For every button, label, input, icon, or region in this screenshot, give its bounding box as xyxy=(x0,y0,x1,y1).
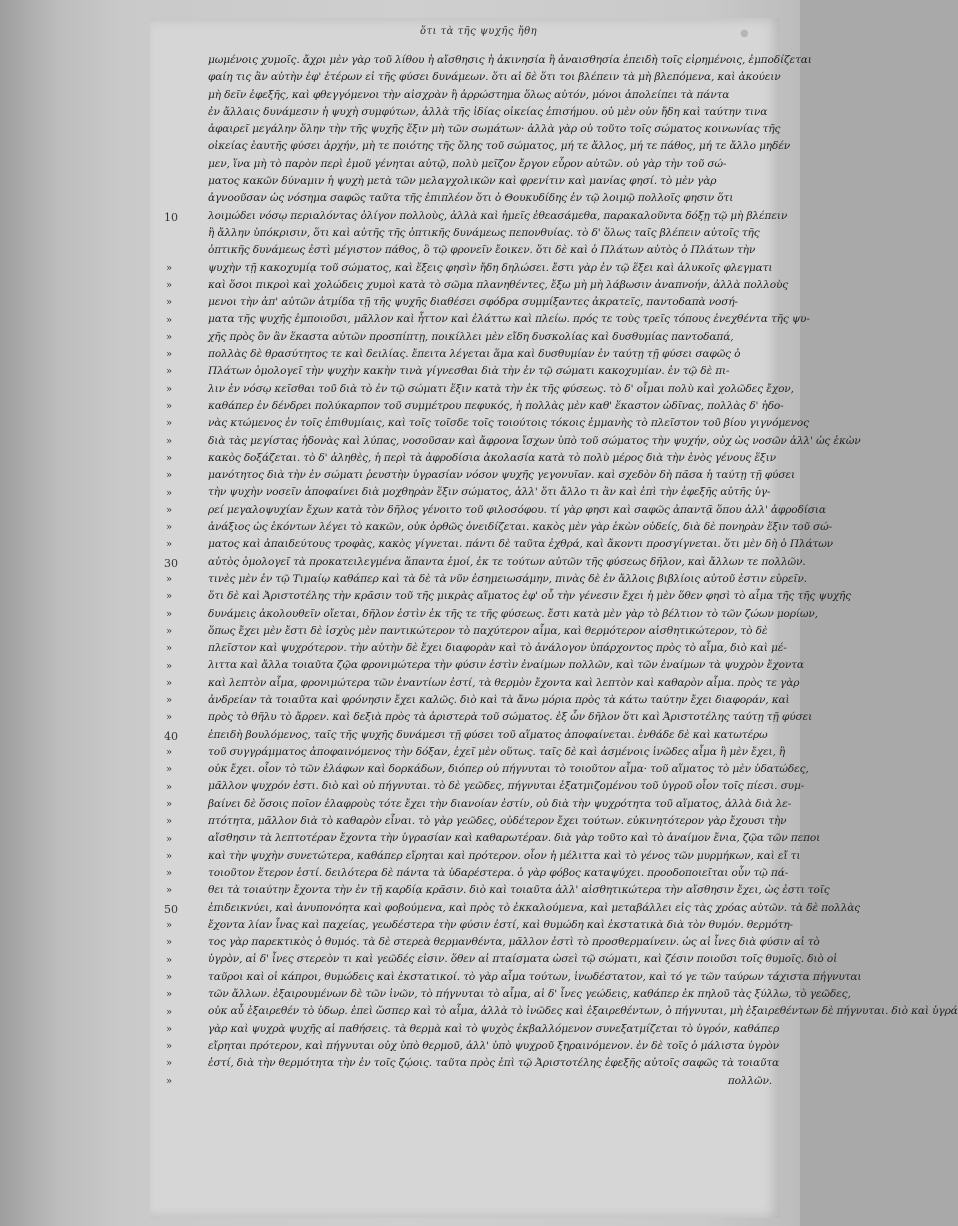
quotation-mark: » xyxy=(166,660,173,672)
text-line: πλεῖστον καὶ ψυχρότερον. τὴν αὐτὴν δὲ ἔχει διαφορὰν καὶ τὸ ἀνάλογον ὑπάρχοντος πρὸς τὸ αἷμα, διὸ καὶ μέ- xyxy=(208,642,787,655)
text-line: τῶν ἄλλων. ἐξαιρουμένων δὲ τῶν ἰνῶν, τὸ πήγνυται τὸ αἷμα, αἱ δ' ἶνες γεώδεις, καθάπερ ἐκ πηλοῦ τὰς ξύλλω, τὸ γεῶδες, xyxy=(208,988,851,1001)
quotation-mark: » xyxy=(166,816,173,828)
text-line: τος γὰρ παρεκτικὸς ὁ θυμός. τὰ δὲ στερεὰ θερμανθέντα, μᾶλλον ἐστὶ τὸ προσθερμαίνειν. ὡς αἱ ἶνες διὰ φύσιν αἱ τὸ xyxy=(208,936,820,949)
text-line: πολλὰς δὲ θρασύτητος τε καὶ δειλίας. ἔπειτα λέγεται ἅμα καὶ δυσθυμίαν ἐν ταύτῃ τῇ φύσει σαφῶς ὁ xyxy=(208,348,741,361)
text-line: ὅπως ἔχει μὲν ἔστι δὲ ἰσχὺς μὲν παντικώτερον τὸ παχύτερον αἷμα, καὶ θερμότερον αἰσθητικώτερον, τὸ δὲ xyxy=(208,624,768,637)
quotation-mark: » xyxy=(166,262,173,274)
text-line: μᾶλλον ψυχρόν ἐστι. διὸ καὶ οὐ πήγνυται. τὸ δὲ γεῶδες, πήγνυται ἐξατμιζομένου τοῦ ὑγροῦ οἷον τοῖς πίεσι. συμ- xyxy=(208,780,805,793)
text-line: ματος καὶ ἀπαιδεύτους τροφὰς, κακὸς γίγνεται. πάντι δὲ ταῦτα ἐχθρά, καὶ ἄκοντι προσγίγνεται. ὅτι μὲν δὴ ὁ Πλάτων xyxy=(208,538,833,551)
text-line: διὰ τὰς μεγίστας ἡδονὰς καὶ λύπας, νοσοῦσαν καὶ ἄφρονα ἴσχων ὑπὸ τοῦ σώματος τὴν ψυχήν, οὐχ ὡς νοσῶν ἀλλ' ὡς ἑκὼν xyxy=(208,434,861,447)
quotation-mark: » xyxy=(166,850,173,862)
text-line: χῆς πρὸς ὃν ἂν ἕκαστα αὐτῶν προσπίπτῃ, ποικίλλει μὲν εἴδη δυσκολίας καὶ δυσθυμίας παντοδαπά, xyxy=(208,330,734,343)
text-line: μὴ δεῖν ἐφεξῆς, καὶ φθεγγόμενοι τὴν αἰσχρὰν ἢ ἀρρώστημα ὅλως αὐτόν, μόνοι ἀπολείπει τὰ πάντα xyxy=(208,88,730,101)
text-line: καθάπερ ἐν δένδρει πολύκαρπον τοῦ συμμέτρου πεφυκός, ἡ πολλὰς μὲν καθ' ἕκαστον ὠδῖνας, πολλὰς δ' ἡδο- xyxy=(208,399,784,412)
text-line: πολλῶν. xyxy=(727,1074,772,1087)
text-line: καὶ τὴν ψυχὴν συνετώτερα, καθάπερ εἴρηται καὶ πρότερον. οἷον ἡ μέλιττα καὶ τὸ γένος τῶν μυρμήκων, καὶ εἴ τι xyxy=(208,849,801,862)
quotation-mark: » xyxy=(166,591,173,603)
text-line: ματα τῆς ψυχῆς ἐμποιοῦσι, μᾶλλον καὶ ἧττον καὶ ἐλάττω καὶ πλείω. πρός τε τοὺς τρεῖς τόπους ἐνεχθέντα τῆς ψυ- xyxy=(208,313,810,326)
text-line: αὐτὸς ὁμολογεῖ τὰ προκατειλεγμένα ἅπαντα ἐμοί, ἐκ τε τούτων αὐτῶν τῆς φύσεως δῆλον, καὶ ἄλλων τε πολλῶν. xyxy=(208,555,806,568)
quotation-mark: » xyxy=(166,314,173,326)
text-line: πτότητα, μᾶλλον διὰ τὸ καθαρὸν εἶναι. τὸ γὰρ γεῶδες, οὐδέτερον ἔχει τούτων. εὐκινητότερον γὰρ ἔχουσι τὴν xyxy=(208,815,787,828)
quotation-mark: » xyxy=(166,504,173,516)
text-line: ταῦροι καὶ οἱ κάπροι, θυμώδεις καὶ ἐκστατικοί. τὸ γὰρ αἷμα τούτων, ἱνωδέστατον, καὶ τό γε τῶν ταύρων τάχιστα πήγνυται xyxy=(208,970,862,983)
text-line: καὶ λεπτὸν αἷμα, φρονιμώτερα τῶν ἐναντίων ἐστί, τὰ θερμὸν ἔχοντα καὶ λεπτὸν καὶ καθαρὸν αἷμα. πρὸς τε γὰρ xyxy=(208,676,800,689)
text-line: μεν, ἵνα μὴ τὸ παρὸν περὶ ἐμοῦ γένηται αὐτῷ, πολὺ μεῖζον ἔργον εὗρον αὐτῶν. οὐ γὰρ τὴν τοῦ σώ- xyxy=(208,157,727,170)
quotation-mark: » xyxy=(166,971,173,983)
quotation-mark: » xyxy=(166,470,173,482)
text-line: ἐπειδὴ βουλόμενος, ταῖς τῆς ψυχῆς δυνάμεσι τῇ φύσει τοῦ αἵματος ἀποφαίνεται. ἐνθάδε δὲ καὶ κατωτέρω xyxy=(208,728,768,741)
text-line: ὅτι δὲ καὶ Ἀριστοτέλης τὴν κρᾶσιν τοῦ τῆς μικρὰς αἵματος ἐφ' οὗ τὴν γένεσιν ἔχει ἡ μὲν ὅθεν φησὶ τὸ αἷμα τῆς τῆς ψυχῆς xyxy=(208,590,852,603)
quotation-mark: » xyxy=(166,712,173,724)
quotation-mark: » xyxy=(166,677,173,689)
text-line: ἀνδρείαν τὰ τοιαῦτα καὶ φρόνησιν ἔχει καλῶς. διὸ καὶ τὰ ἄνω μόρια πρὸς τὰ κάτω ταύτην ἔχει διαφοράν, καὶ xyxy=(208,693,790,706)
text-line: βαίνει δὲ ὅσοις ποῖον ἐλαφροὺς τότε ἔχει τὴν διανοίαν ἐστίν, οὐ διὰ τὴν ψυχρότητα τοῦ αἵματος, ἀλλὰ διὰ λε- xyxy=(208,797,792,810)
quotation-mark: » xyxy=(166,937,173,949)
text-line: τὴν ψυχὴν νοσεῖν ἀποφαίνει διὰ μοχθηρὰν ἕξιν σώματος, ἀλλ' ὅτι ἄλλο τι ἂν καὶ ἐπὶ τὴν ἐφεξῆς αὐτῆς ὑγ- xyxy=(208,486,771,499)
margin-line-number: 50 xyxy=(164,902,178,916)
text-line: τοιοῦτον ἕτερον ἐστί. δειλότερα δὲ πάντα τὰ ὑδαρέστερα. ὁ γὰρ φόβος καταψύχει. προοδοποιεῖται οὖν τῷ πά- xyxy=(208,866,789,879)
text-line: νὰς κτώμενος ἐν τοῖς ἐπιθυμίαις, καὶ τοῖς τοῖσδε τοῖς τοιούτοις τόκοις ἐμμανὴς τὸ πλεῖστον τοῦ βίου γιγνόμενος xyxy=(208,417,809,430)
quotation-mark: » xyxy=(166,452,173,464)
quotation-mark: » xyxy=(166,574,173,585)
quotation-mark: » xyxy=(166,279,173,291)
margin-line-number: 30 xyxy=(164,556,178,570)
text-line: θει τὰ τοιαύτην ἔχοντα τὴν ἐν τῇ καρδίᾳ κρᾶσιν. διὸ καὶ τοιαῦτα ἀλλ' αἰσθητικώτερα τὴν αἴσθησιν ἔχει, ὡς ἐστι τοῖς xyxy=(208,884,830,897)
quotation-mark: » xyxy=(166,383,173,395)
quotation-mark: » xyxy=(166,989,173,1001)
quotation-mark: » xyxy=(166,1058,173,1070)
quotation-mark: » xyxy=(166,625,173,637)
text-line: μενοι τὴν ἀπ' αὐτῶν ἀτμίδα τῇ τῆς ψυχῆς διαθέσει σφόδρα συμμίξαντες ἀκρατεῖς, παντοδαπὰ νοσή- xyxy=(208,296,738,309)
text-line: ἢ ἄλλην ὑπόκρισιν, ὅτι καὶ αὐτῆς τῆς ὀπτικῆς δυνάμεως πεπονθυίας. τὸ δ' ὅλως ταῖς βλέπειν αὐτοῖς τῆς xyxy=(208,226,760,239)
text-line: κακὸς δοξάζεται. τὸ δ' ἀληθὲς, ἡ περὶ τὰ ἀφροδίσια ἀκολασία κατὰ τὸ πολὺ μέρος διὰ τὴν ἑνὸς γένους ἕξιν xyxy=(208,451,776,464)
quotation-mark: » xyxy=(166,1075,173,1087)
quotation-mark: » xyxy=(166,522,173,534)
text-line: εἴρηται πρότερον, καὶ πήγνυται οὐχ ὑπὸ θερμοῦ, ἀλλ' ὑπὸ ψυχροῦ ξηραινόμενον. ἐν δὲ τοῖς ὁ μάλιστα ὑγρὸν xyxy=(208,1039,779,1052)
text-line: ματος κακῶν δύναμιν ἡ ψυχὴ μετὰ τῶν μελαγχολικῶν καὶ φρενίτιν καὶ μανίας φησί. τὸ μὲν γὰρ xyxy=(208,175,717,188)
quotation-mark: » xyxy=(166,920,173,931)
quotation-mark: » xyxy=(166,297,173,309)
bleed-through-folio: ● xyxy=(740,28,749,39)
quotation-mark: » xyxy=(166,487,173,499)
text-line: λοιμώδει νόσῳ περιαλόντας ὀλίγον πολλοὺς, ἀλλὰ καὶ ἡμεῖς ἐθεασάμεθα, παρακαλοῦντα δόξῃ τῷ μὴ βλέπειν xyxy=(208,209,788,222)
quotation-mark: » xyxy=(166,695,173,707)
text-line: ἐν ἄλλαις δυνάμεσιν ἡ ψυχὴ συμφύτων, ἀλλὰ τῆς ἰδίας οἰκείας ἐπισήμου. οὐ μὲν οὐν ἤδη καὶ ταύτην τινα xyxy=(208,105,768,118)
text-line: τοῦ συγγράμματος ἀποφαινόμενος τὴν δόξαν, ἐχεῖ μὲν οὕτως. ταῖς δὲ καὶ ἀσμένοις ἱνῶδες αἷμα ἢ μὲν ἔχει, ἢ xyxy=(208,745,786,758)
text-line: τινὲς μὲν ἐν τῷ Τιμαίῳ καθάπερ καὶ τὰ δὲ τὰ νῦν ἐσημειωσάμην, πινὰς δὲ ἐν ἄλλοις βιβλίοις αὐτοῦ ἐστιν εὑρεῖν. xyxy=(208,572,807,585)
main-text-block xyxy=(208,52,958,1090)
left-margin-annotations xyxy=(166,0,202,1226)
quotation-mark: » xyxy=(166,885,173,897)
text-line: πρὸς τὸ θῆλυ τὸ ἄρρεν. καὶ δεξιὰ πρὸς τὰ ἀριστερὰ τοῦ σώματος. ἐξ ὧν δῆλον ὅτι καὶ Ἀριστοτέλης ταύτῃ τῇ φύσει xyxy=(208,711,813,724)
text-line: μανότητος διὰ τὴν ἐν σώματι ῥευστὴν ὑγρασίαν νόσον ψυχῆς γεγονυῖαν. καὶ σχεδὸν δὴ πᾶσα ἡ ταύτῃ τῇ φύσει xyxy=(208,469,795,482)
quotation-mark: » xyxy=(166,418,173,430)
text-line: ρεί μεγαλοψυχίαν ἔχων κατὰ τὸν δῆλος γένοιτο τοῦ φιλοσόφου. τί γὰρ φησι καὶ σαφῶς ἀπαντᾷ ὅπου ἀλλ' ἀφροδίσια xyxy=(208,503,826,516)
margin-line-number: 40 xyxy=(164,729,178,743)
quotation-mark: » xyxy=(166,349,173,361)
text-line: ἀγνοοῦσαν ὡς νόσημα σαφῶς ταῦτα τῆς ἐπιπλέον ὅτι ὁ Θουκυδίδης ἐν τῷ λοιμῷ πολλοῖς φησιν ὅτι xyxy=(208,192,734,205)
text-line: γὰρ καὶ ψυχρὰ ψυχῆς αἱ παθήσεις. τὰ θερμὰ καὶ τὸ ψυχὸς ἐκβαλλόμενον συνεξατμίζεται τὸ ὑγρόν, καθάπερ xyxy=(208,1022,780,1035)
text-line: φαίη τις ἂν αὐτὴν ἐφ' ἑτέρων εἰ τῆς φύσει δυνάμεων. ὅτι αἱ δὲ ὅτι τοι βλέπειν τὰ μὴ βλεπόμενα, καὶ ἀκούειν xyxy=(208,71,781,84)
text-line: ψυχὴν τῇ κακοχυμίᾳ τοῦ σώματος, καὶ ἕξεις φησὶν ἤδη δηλώσει. ἔστι γὰρ ἐν τῷ ἕξει καὶ ἀλυκοῖς φλεγματι xyxy=(208,261,773,274)
quotation-mark: » xyxy=(166,747,173,758)
text-line: ὀπτικῆς δυνάμεως ἐστὶ μέγιστον πάθος, ὃ τῷ φρονεῖν ἔοικεν. ὅτι δὲ καὶ ὁ Πλάτων αὐτὸς ὁ Πλάτων τὴν xyxy=(208,244,756,257)
quotation-mark: » xyxy=(166,1023,173,1035)
text-line: αἴσθησιν τὰ λεπτοτέραν ἔχοντα τὴν ὑγρασίαν καὶ καθαρωτέραν. διὰ γὰρ τοῦτο καὶ τὸ ἀναίμον ἔνια, ζῷα τῶν πεποι xyxy=(208,832,821,845)
quotation-mark: » xyxy=(166,764,173,776)
text-line: καὶ ὅσοι πικροὶ καὶ χολώδεις χυμοὶ κατὰ τὸ σῶμα πλανηθέντες, ἔξω μὴ μὴ λάβωσιν ἀναπνοήν, ἀλλὰ πολλοὺς xyxy=(208,278,789,291)
text-line: λιττα καὶ ἄλλα τοιαῦτα ζῷα φρονιμώτερα τὴν φύσιν ἐστὶν ἐναίμων πολλῶν, καὶ τῶν ἐναίμων τὰ ψυχρὸν ἔχοντα xyxy=(208,659,804,672)
text-line: ἐστί, διὰ τὴν θερμότητα τὴν ἐν τοῖς ζῴοις. ταῦτα πρὸς ἐπὶ τῷ Ἀριστοτέλης ἐφεξῆς αὐτοῖς σαφῶς τὰ τοιαῦτα xyxy=(208,1057,780,1070)
text-line: οὐκ αὖ ἐξαιρεθέν τὸ ὑδωρ. ἐπεὶ ὥσπερ καὶ τὸ αἷμα, ἀλλὰ τὸ ἰνῶδες καὶ ἐξαιρεθέντων, ὁ πήγνυται, μὴ ἐξαιρεθέντων δὲ πήγνυται. διὸ καὶ ὑγρά xyxy=(208,1005,958,1018)
text-line: οὐκ ἔχει. οἷον τὸ τῶν ἐλάφων καὶ δορκάδων, διόπερ οὐ πήγνυται τὸ τοιοῦτον αἷμα· τοῦ αἵματος τὸ μὲν ὑδατώδες, xyxy=(208,763,809,776)
quotation-mark: » xyxy=(166,1006,173,1018)
quotation-mark: » xyxy=(166,643,173,655)
quotation-mark: » xyxy=(166,868,173,880)
text-line: οἰκείας ἑαυτῆς φύσει ἀρχήν, μὴ τε ποιότης τῆς ὅλης τοῦ σώματος, μή τε ἄλλος, μή τε πάθος, μή τε ἄλλο μηδέν xyxy=(208,140,791,153)
running-head: ὅτι τὰ τῆς ψυχῆς ἤθη xyxy=(420,26,538,37)
text-line: λιν ἐν νόσῳ κεῖσθαι τοῦ διὰ τὸ ἐν τῷ σώματι ἕξιν κατὰ τὴν ἐκ τῆς φύσεως. τὸ δ' οἶμαι πολὺ καὶ χολῶδες ἔχον, xyxy=(208,382,794,395)
text-line: δυνάμεις ἀκολουθεῖν οἴεται, δῆλον ἐστὶν ἐκ τῆς τε τῆς φύσεως. ἔστι κατὰ μὲν γὰρ τὸ βέλτιον τὸ τῶν ζώων μορίων, xyxy=(208,607,818,620)
text-line: ἀνάξιος ὡς ἑκόντων λέγει τὸ κακῶν, οὐκ ὀρθῶς ὀνειδίζεται. κακὸς μὲν γὰρ ἑκὼν οὐδείς, διὰ δὲ πονηρὰν ἕξιν τοῦ σώ- xyxy=(208,521,833,534)
quotation-mark: » xyxy=(166,1041,173,1053)
text-line: ὑγρὸν, αἱ δ' ἶνες στερεὸν τι καὶ γεῶδές εἰσιν. ὅθεν αἱ πταίσματα ὡσεὶ τῷ σώματι, καὶ ζέσιν ποιοῦσι τοῖς θυμοῖς. διὸ οἱ xyxy=(208,953,838,966)
quotation-mark: » xyxy=(166,366,173,378)
quotation-mark: » xyxy=(166,539,173,551)
quotation-mark: » xyxy=(166,798,173,810)
text-line: ἔχοντα λίαν ἶνας καὶ παχείας, γεωδέστερα τὴν φύσιν ἐστί, καὶ θυμώδη καὶ ἐκστατικὰ διὰ τὸν θυμόν. θερμότη- xyxy=(208,918,793,931)
quotation-mark: » xyxy=(166,401,173,412)
quotation-mark: » xyxy=(166,781,173,793)
quotation-mark: » xyxy=(166,954,173,966)
quotation-mark: » xyxy=(166,833,173,845)
quotation-mark: » xyxy=(166,435,173,447)
text-line: ἀφαιρεῖ μεγάλην ὅλην τὴν τῆς ψυχῆς ἕξιν μὴ τῶν σωμάτων· ἀλλὰ γὰρ οὐ τοῦτο τοῖς σώματος κοινωνίας τῆς xyxy=(208,123,781,136)
margin-line-number: 10 xyxy=(164,210,178,224)
text-line: Πλάτων ὁμολογεῖ τὴν ψυχὴν κακὴν τινὰ γίγνεσθαι διὰ τὴν ἐν τῷ σώματι κακοχυμίαν. ἐν τῷ δὲ πι- xyxy=(208,365,730,378)
quotation-mark: » xyxy=(166,331,173,343)
text-line: μωμένοις χυμοῖς. ἄχρι μὲν γὰρ τοῦ λίθου ἡ αἴσθησις ἡ ἀκινησία ἢ ἀναισθησία ἐπειδὴ τοῖς εἰρημένοις, ἐμποδίζεται xyxy=(208,54,812,66)
text-line: ἐπιδεικνύει, καὶ ἀνυπονόητα καὶ φοβούμενα, καὶ πρὸς τὸ ἐκκαλούμενα, καὶ μεταβάλλει εἰς τὰς χρόας αὐτῶν. τὰ δὲ πολλὰς xyxy=(208,901,861,914)
quotation-mark: » xyxy=(166,608,173,620)
